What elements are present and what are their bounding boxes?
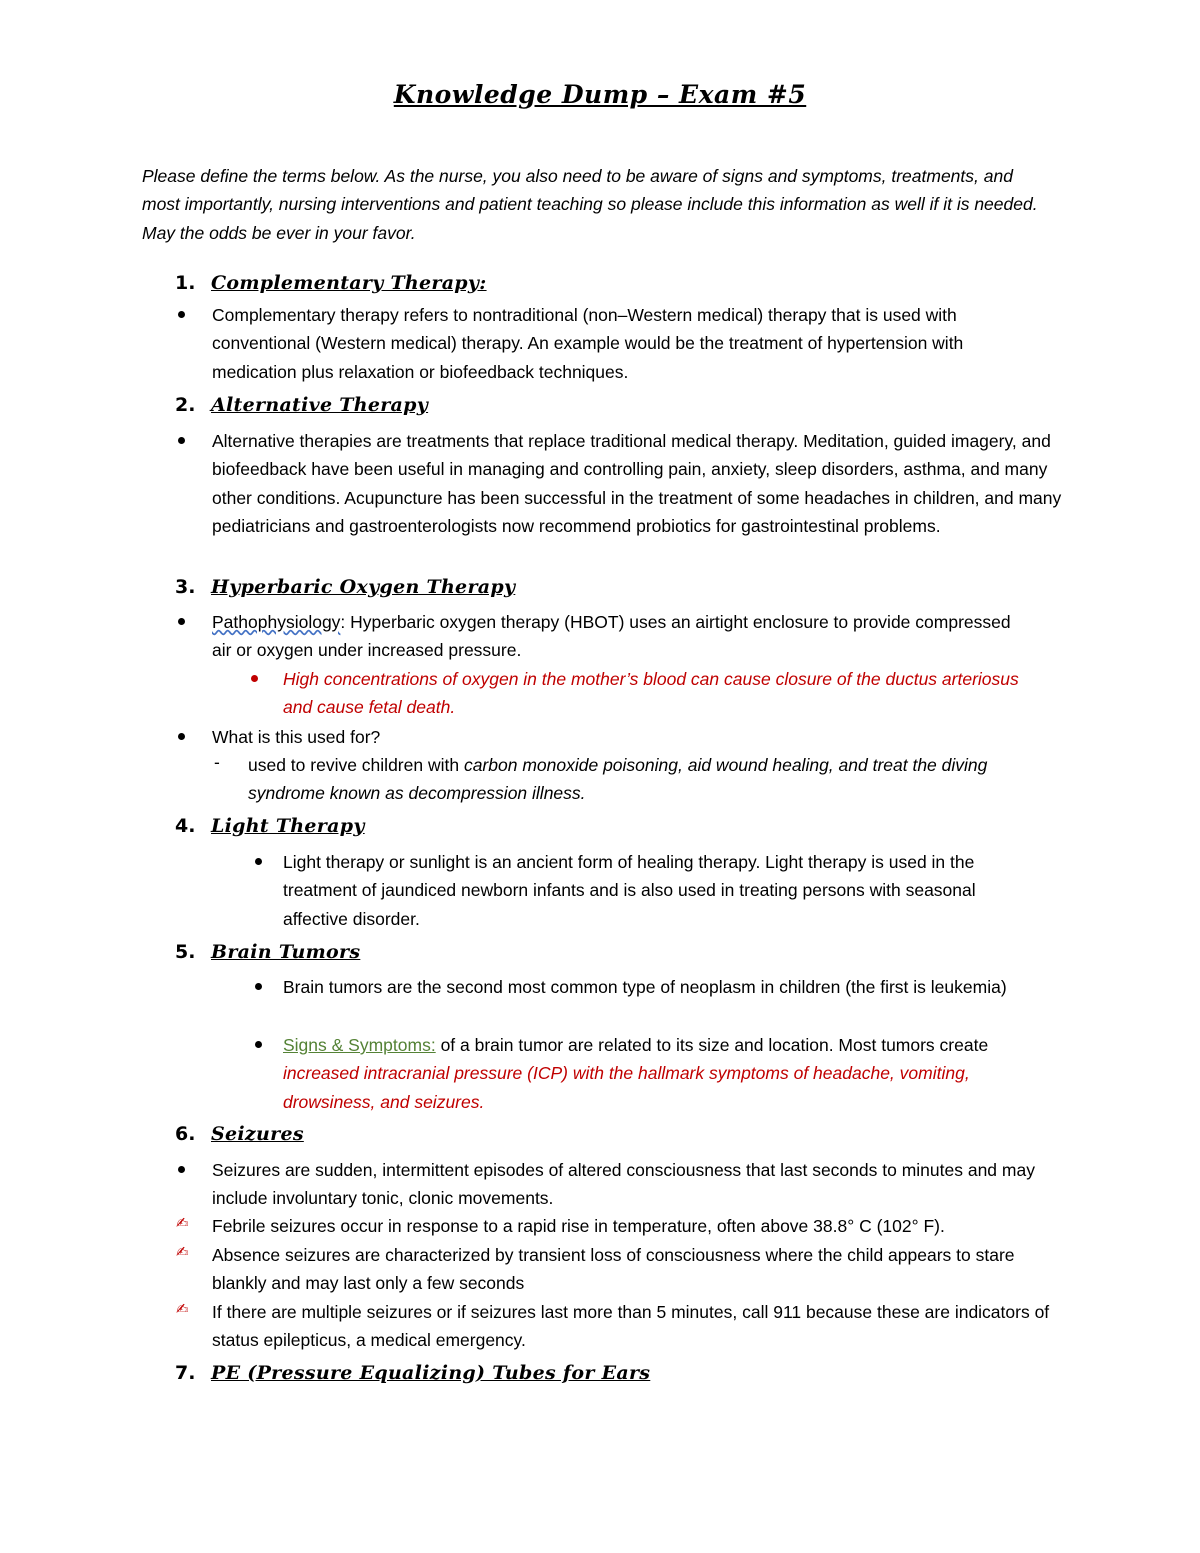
section-heading-6 (175, 1123, 304, 1146)
section-number: 5. (175, 941, 196, 963)
bullet-icon (178, 618, 185, 625)
section-number: 4. (175, 815, 196, 837)
hand-icon: ✍ (176, 1215, 189, 1232)
list-item: Seizures are sudden, intermittent episodes of altered consciousness that last seconds to minutes and may include involuntary tonic, clonic movements. (212, 1160, 1035, 1209)
section-number: 6. (175, 1123, 196, 1145)
list-item-text: : Hyperbaric oxygen therapy (HBOT) uses an airtight enclosure to provide compressed air or oxygen under increased pressure. (212, 612, 1011, 661)
page-title: Knowledge Dump – Exam #5 (393, 80, 807, 109)
section-heading-7 (175, 1362, 650, 1385)
list-item: Light therapy or sunlight is an ancient form of healing therapy. Light therapy is used in the treatment of jaundiced newborn infants and is also used in treating persons with seasonal affective disorder. (283, 852, 976, 929)
list-item-text: of a brain tumor are related to its size and location. Most tumors create (435, 1035, 989, 1055)
list-item: What is this used for? (212, 727, 381, 747)
list-item: Alternative therapies are treatments that replace traditional medical therapy. Meditation, guided imagery, and biofeedback have been useful in managing and controlling pain, anxiety, sleep disorders, asthma, and many other conditions. Acupuncture has been successful in the treatment of some headaches in children, and many pediatricians and gastroenterologists now recommend probiotics for gastrointestinal problems. (212, 431, 1062, 537)
section-heading-5 (175, 941, 360, 964)
list-item: Absence seizures are characterized by transient loss of consciousness where the child appears to stare blankly and may last only a few seconds (212, 1245, 1015, 1294)
list-item: Febrile seizures occur in response to a rapid rise in temperature, often above 38.8° C (102° F). (212, 1216, 945, 1236)
section-heading-3 (175, 576, 515, 599)
list-item: Brain tumors are the second most common type of neoplasm in children (the first is leukemia) (283, 977, 1007, 997)
section-title: Alternative Therapy (211, 394, 429, 416)
list-item-red: increased intracranial pressure (ICP) with the hallmark symptoms of headache, vomiting, drowsiness, and seizures. (283, 1063, 970, 1112)
list-item (212, 608, 1032, 665)
list-item: Complementary therapy refers to nontraditional (non–Western medical) therapy that is used with conventional (Western medical) therapy. An example would be the treatment of hypertension with medication plus relaxation or biofeedback techniques. (212, 305, 964, 382)
section-number: 7. (175, 1362, 196, 1384)
section-title: Brain Tumors (211, 941, 361, 963)
section-heading-1 (175, 272, 487, 295)
pathophysiology-label: Pathophysiology (212, 612, 341, 632)
list-item-italic: carbon monoxide poisoning, aid wound healing, and treat the diving syndrome known as decompression illness. (248, 755, 988, 804)
dash-marker: - (214, 752, 220, 772)
hand-icon: ✍ (176, 1301, 189, 1318)
bullet-icon (255, 983, 262, 990)
bullet-icon (255, 1041, 262, 1048)
bullet-icon (255, 858, 262, 865)
section-number: 2. (175, 394, 196, 416)
list-item (283, 1031, 1043, 1116)
sub-list-item: High concentrations of oxygen in the mother’s blood can cause closure of the ductus arteriosus and cause fetal death. (283, 669, 1019, 718)
hand-icon: ✍ (176, 1244, 189, 1261)
section-title: Complementary Therapy: (211, 272, 487, 294)
intro-paragraph: Please define the terms below. As the nurse, you also need to be aware of signs and symptoms, treatments, and most importantly, nursing interventions and patient teaching so please include this information as well if it is needed. May the odds be ever in your favor. (142, 166, 1038, 243)
bullet-icon (178, 733, 185, 740)
section-title: Hyperbaric Oxygen Therapy (211, 576, 516, 598)
list-item: If there are multiple seizures or if seizures last more than 5 minutes, call 911 because these are indicators of status epilepticus, a medical emergency. (212, 1302, 1050, 1351)
section-number: 1. (175, 272, 196, 294)
section-title: PE (Pressure Equalizing) Tubes for Ears (211, 1362, 651, 1384)
section-heading-2 (175, 394, 428, 417)
bullet-icon (178, 437, 185, 444)
section-heading-4 (175, 815, 365, 838)
section-title: Seizures (211, 1123, 304, 1145)
signs-symptoms-label: Signs & Symptoms: (283, 1035, 436, 1055)
bullet-icon (178, 1166, 185, 1173)
sub-list-item (248, 751, 1048, 808)
section-number: 3. (175, 576, 196, 598)
bullet-icon (251, 675, 258, 682)
section-title: Light Therapy (211, 815, 365, 837)
bullet-icon (178, 311, 185, 318)
list-item-text: used to revive children with (248, 755, 464, 775)
